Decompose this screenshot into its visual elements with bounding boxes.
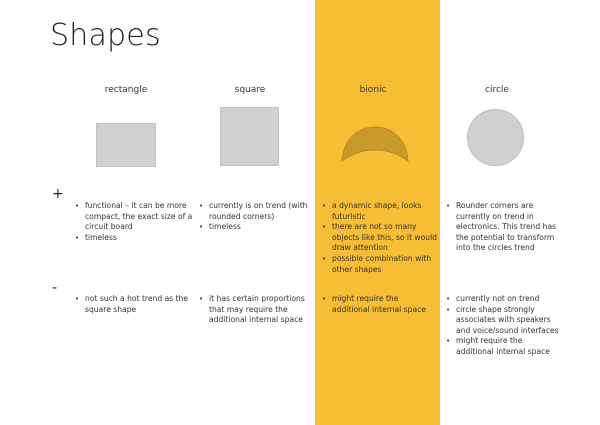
- pros-sign: +: [52, 186, 64, 202]
- square-shape: [220, 107, 279, 166]
- list-item: • circle shape strongly associates with speakers and voice/sound interfaces: [456, 305, 562, 337]
- square-cons-list: [199, 294, 315, 326]
- column-label-bionic: bionic: [359, 85, 387, 95]
- list-item: • might require the additional internal space: [456, 336, 562, 357]
- rectangle-pros-list: [75, 201, 195, 243]
- list-item: • timeless: [85, 233, 195, 244]
- page-title: Shapes: [50, 18, 161, 53]
- list-item: • not such a hot trend as the square shape: [85, 294, 197, 315]
- list-item: • it has certain proportions that may require the additional internal space: [209, 294, 315, 326]
- list-item: • functional – it can be more compact, the exact size of a circuit board: [85, 201, 195, 233]
- list-item: • a dynamic shape, looks futuristic: [332, 201, 445, 222]
- cons-sign: -: [52, 280, 58, 296]
- list-item: • timeless: [209, 222, 321, 233]
- column-label-circle: circle: [485, 85, 509, 95]
- list-item: • Rounder corners are currently on trend in electronics. This trend has the potential to transform into the circles trend: [456, 201, 562, 254]
- list-item: • might require the additional internal space: [332, 294, 436, 315]
- rectangle-cons-list: [75, 294, 197, 315]
- list-item: • currently not on trend: [456, 294, 562, 305]
- bionic-cons-list: [322, 294, 436, 315]
- circle-shape: [467, 109, 524, 166]
- circle-pros-list: [446, 201, 562, 254]
- bionic-pros-list: [322, 201, 445, 275]
- list-item: • there are not so many objects like this, so it would draw attention: [332, 222, 445, 254]
- list-item: • possible combination with other shapes: [332, 254, 445, 275]
- circle-cons-list: [446, 294, 562, 358]
- square-pros-list: [199, 201, 321, 233]
- column-label-rectangle: rectangle: [104, 85, 148, 95]
- list-item: • currently is on trend (with rounded corners): [209, 201, 321, 222]
- column-label-square: square: [234, 85, 266, 95]
- bionic-shape: [340, 123, 410, 171]
- rectangle-shape: [96, 123, 156, 167]
